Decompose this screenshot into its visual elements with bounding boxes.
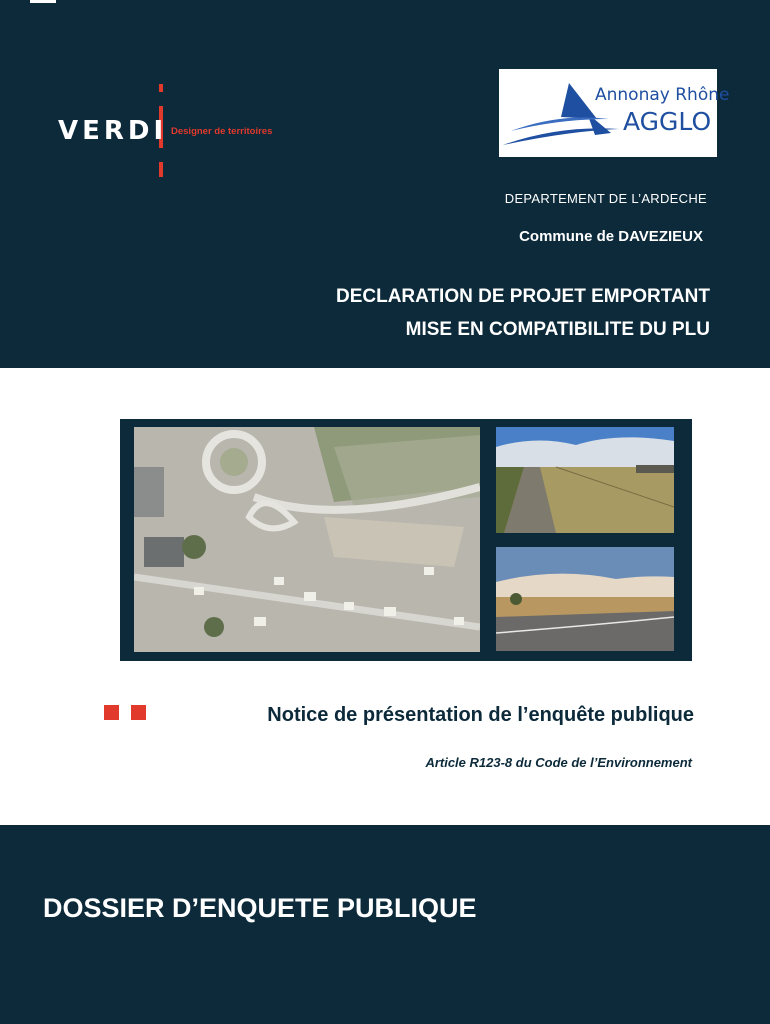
commune-label: Commune de DAVEZIEUX xyxy=(519,228,703,245)
notice-title: Notice de présentation de l’enquête publique xyxy=(267,704,694,726)
photo-collage xyxy=(120,419,692,661)
header-band xyxy=(0,0,770,368)
field-path-photo xyxy=(496,427,674,533)
logo-bar-bottom xyxy=(159,162,163,177)
dossier-title: DOSSIER D’ENQUETE PUBLIQUE xyxy=(43,893,477,923)
annonay-agglo-logo xyxy=(499,69,730,157)
corner-tab xyxy=(30,0,56,3)
red-square-1 xyxy=(104,705,119,720)
aerial-view-photo xyxy=(134,427,480,652)
red-square-2 xyxy=(131,705,146,720)
road-landscape-photo xyxy=(496,547,674,651)
agglo-name-line1: Annonay Rhône xyxy=(595,85,730,105)
article-reference: Article R123-8 du Code de l’Environnement xyxy=(425,755,692,770)
declaration-line1: DECLARATION DE PROJET EMPORTANT xyxy=(335,286,710,307)
declaration-line2: MISE EN COMPATIBILITE DU PLU xyxy=(405,319,710,340)
verdi-logo xyxy=(58,82,298,180)
agglo-name-line2: AGGLO xyxy=(623,107,712,136)
verdi-tagline: Designer de territoires xyxy=(171,126,273,137)
declaration-title xyxy=(336,280,710,346)
department-label: DEPARTEMENT DE L’ARDECHE xyxy=(504,191,707,206)
verdi-brand: VERDI xyxy=(58,116,168,146)
footer-band xyxy=(0,825,770,1024)
logo-bar-top xyxy=(159,84,163,92)
